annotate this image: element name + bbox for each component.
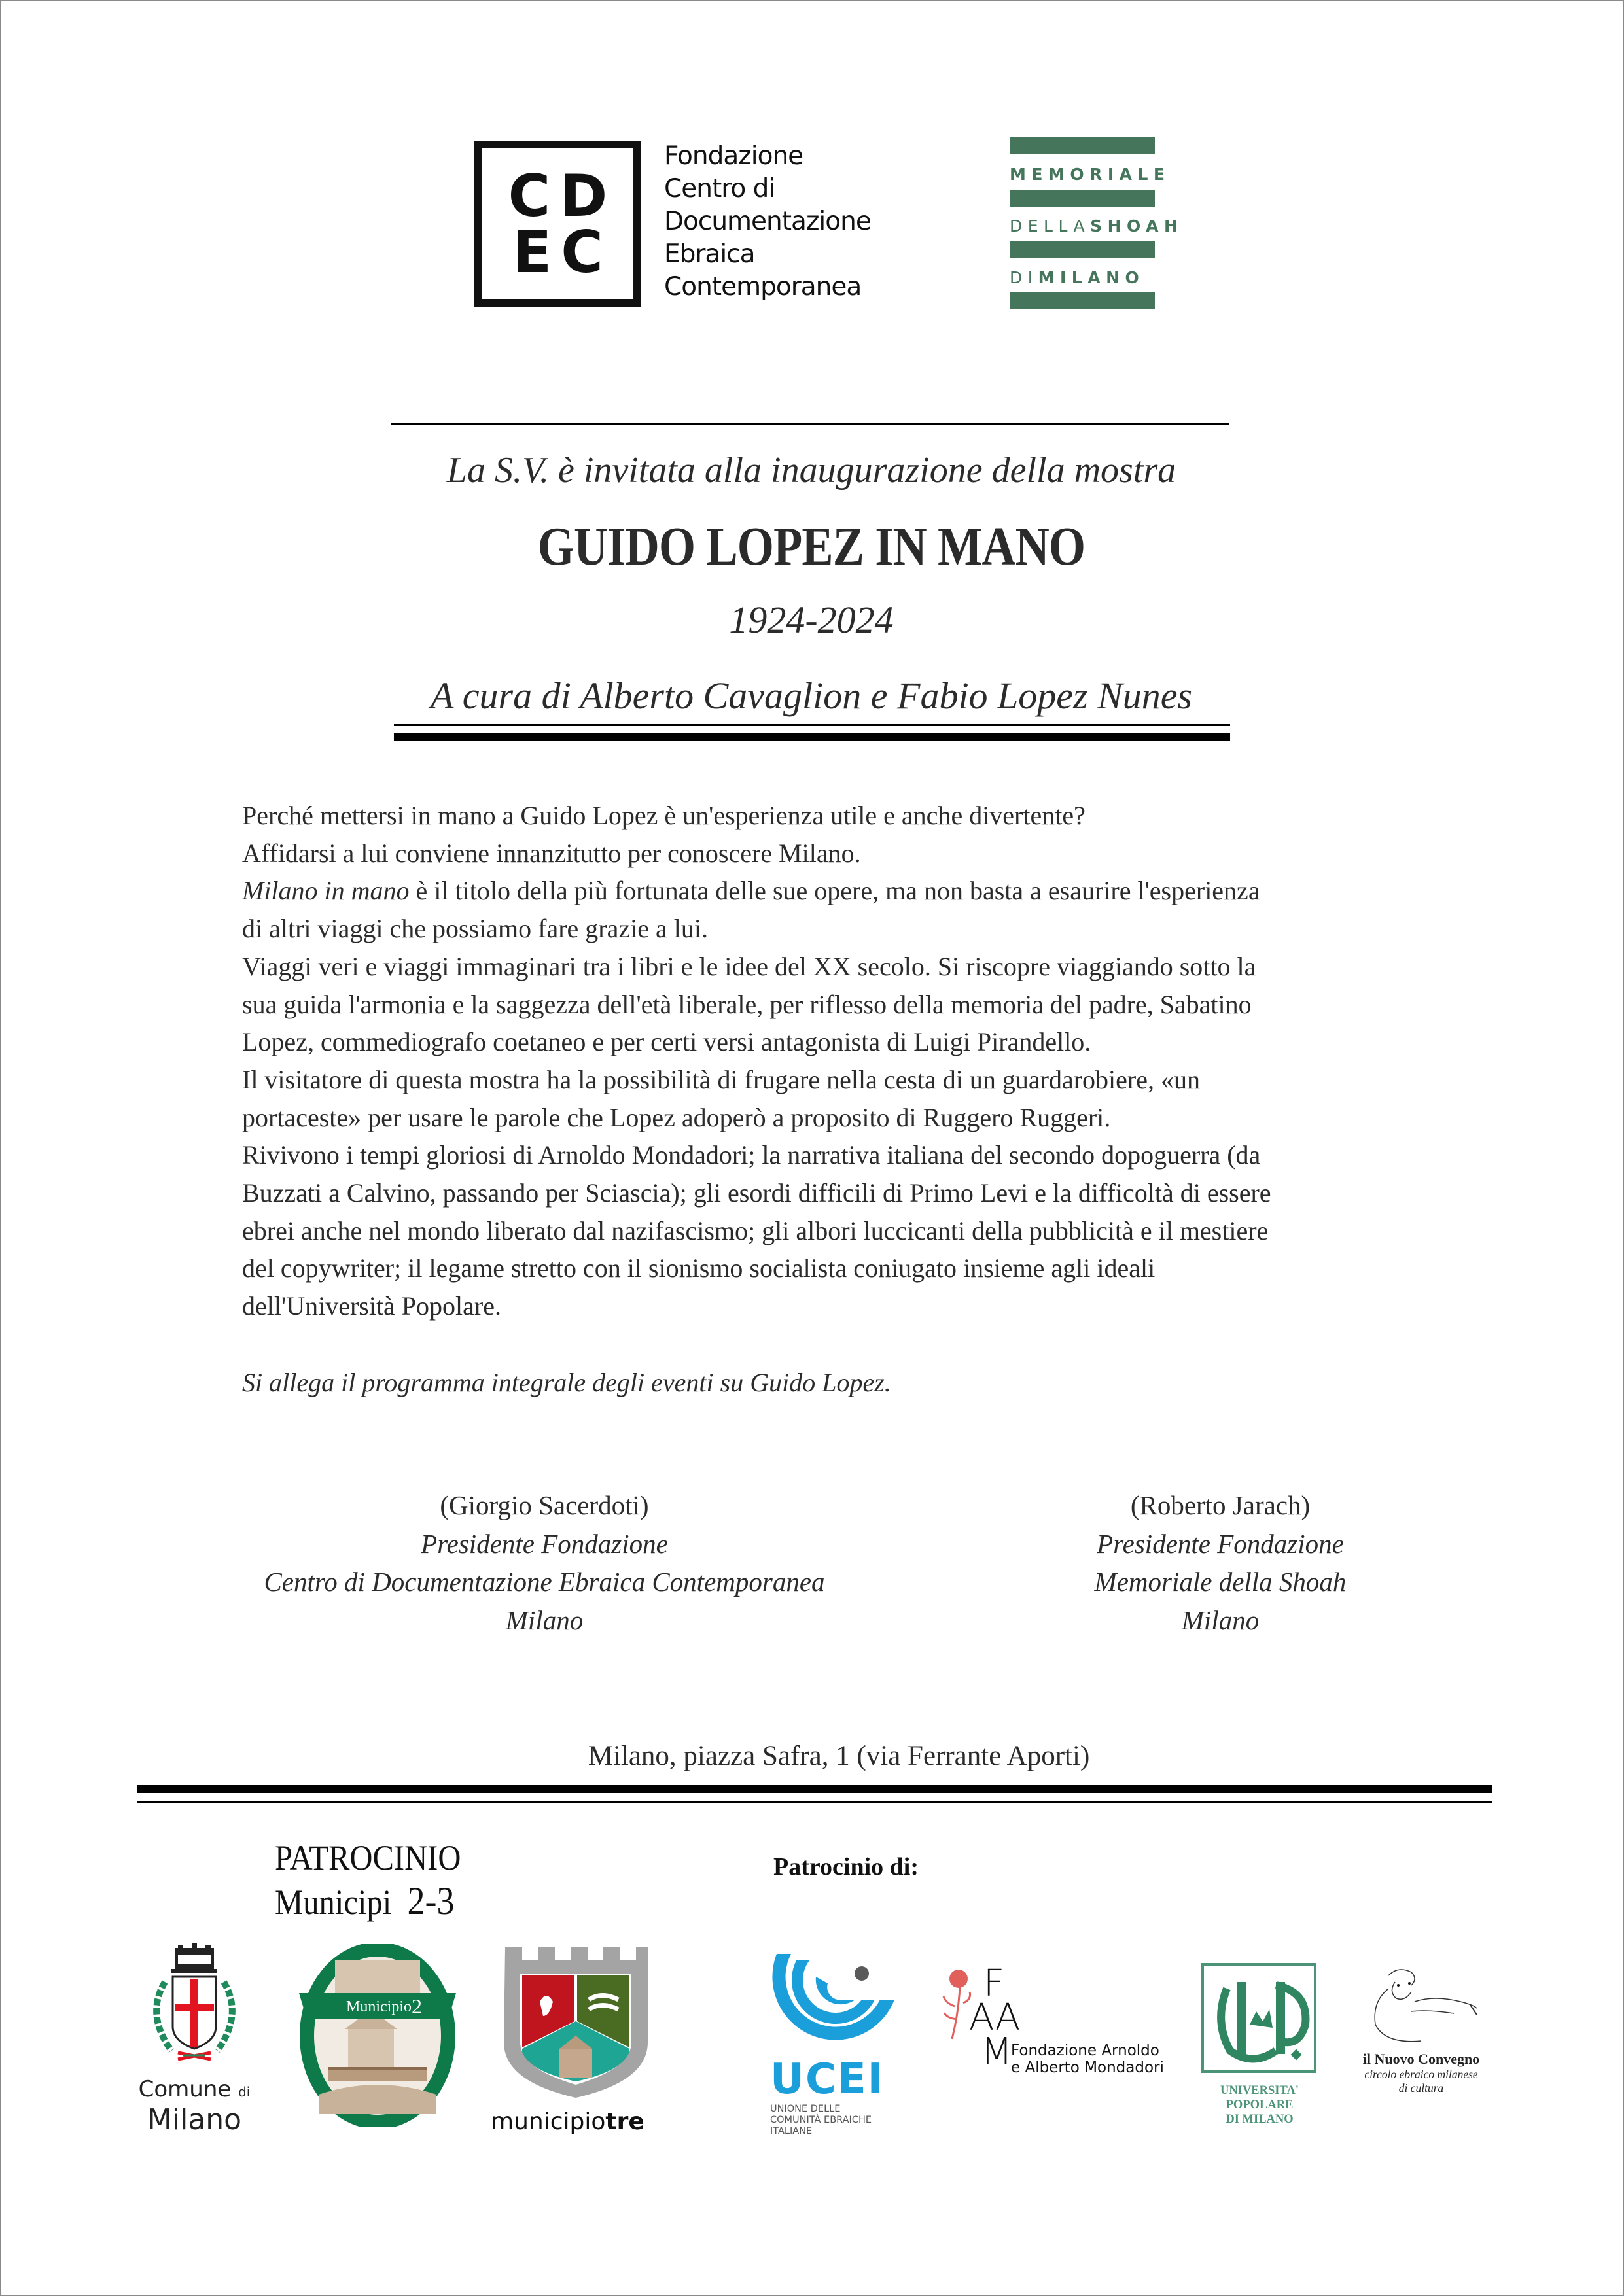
universita-popolare-logo [1201, 1962, 1318, 2126]
municipio-2-logo [299, 1944, 456, 2127]
comune-milano-label [132, 2077, 256, 2136]
logo-stripe [1010, 190, 1155, 207]
cdec-name-line: Fondazione [664, 141, 803, 171]
memoriale-text: MEMORIALE [1010, 165, 1171, 184]
cdec-name [664, 140, 871, 304]
signatory-role: Presidente Fondazione [421, 1528, 668, 1559]
exhibition-years: 1924-2024 [729, 599, 894, 641]
body-line [242, 1099, 1420, 1137]
body-line [242, 797, 1420, 835]
body-line [242, 835, 1420, 873]
body-line [242, 1023, 1420, 1061]
up-monogram-icon [1201, 1962, 1318, 2074]
ucei-name-line: COMUNITÀ EBRAICHE [770, 2115, 872, 2125]
milano-text: MILANO [1038, 268, 1145, 287]
upm-name-line: UNIVERSITA' [1220, 2084, 1299, 2097]
municipi-label: Municipi [275, 1883, 392, 1922]
faam-name [1011, 2042, 1164, 2076]
book-title: Milano in mano [242, 876, 410, 906]
invitation-intro: La S.V. è invitata alla inaugurazione della mostra [446, 450, 1176, 491]
cdec-monogram [482, 148, 633, 299]
cdec-letters-top: CD [508, 162, 617, 230]
body-line [242, 1212, 1420, 1250]
signatory-role: Presidente Fondazione [1097, 1528, 1344, 1559]
logo-stripe [1010, 292, 1155, 309]
body-line-text: sua guida l'armonia e la saggezza dell'età liberale, per riflesso della memoria del padre, Sabatino [242, 989, 1252, 1019]
cdec-letters-bottom: EC [512, 218, 612, 286]
upm-name-line: DI MILANO [1226, 2113, 1294, 2126]
patrocinio-title: PATROCINIO [275, 1838, 461, 1877]
fondazione-mondadori-logo [940, 1962, 1169, 2078]
cdec-name-line: Centro di [664, 174, 775, 203]
body-line-text: di altri viaggi che possiamo fare grazie a lui. [242, 914, 708, 944]
body-line [242, 1249, 1420, 1287]
milano-coat-of-arms-icon [132, 1943, 256, 2074]
body-line [242, 910, 1420, 948]
title-divider-thin [394, 724, 1230, 726]
exhibition-title: GUIDO LOPEZ IN MANO [537, 516, 1086, 577]
municipi-numbers: 2-3 [407, 1879, 455, 1922]
cdec-name-line: Contemporanea [664, 272, 862, 302]
patrocinio-di-label: Patrocinio di: [773, 1853, 919, 1881]
municipio-3-label [491, 2108, 661, 2135]
dellashoah-word [1010, 217, 1184, 235]
della-text: DELLA [1010, 217, 1091, 235]
municipio-2-emblem-icon [299, 1944, 456, 2127]
comune-milano-logo [132, 1943, 256, 2136]
memoriale-word [1010, 165, 1171, 184]
footer-divider-thick [137, 1785, 1492, 1793]
municipio-2-number: 2 [412, 1994, 422, 2018]
ucei-logo [770, 1947, 901, 2137]
signature-jarach [959, 1486, 1482, 1639]
body-line [242, 948, 1420, 986]
signatory-city: Milano [505, 1605, 584, 1635]
program-note: Si allega il programma integrale degli eventi su Guido Lopez. [242, 1368, 891, 1397]
patrocinio-municipi [275, 1836, 482, 1924]
venue-address: Milano, piazza Safra, 1 (via Ferrante Aporti) [588, 1741, 1090, 1771]
ucei-emblem-icon [770, 1947, 901, 2052]
nuovo-convegno-sub-line: circolo ebraico milanese [1364, 2068, 1478, 2081]
nuovo-convegno-subtitle [1349, 2068, 1493, 2095]
body-line-text: Lopez, commediografo coetaneo e per certi versi antagonista di Luigi Pirandello. [242, 1027, 1091, 1057]
municipio-2-banner: Municipio [346, 1998, 412, 2015]
ucei-full-name [770, 2104, 901, 2137]
body-line [242, 1174, 1420, 1212]
shoah-text: SHOAH [1090, 217, 1184, 235]
nuovo-convegno-sub-line: di cultura [1398, 2081, 1444, 2095]
cdec-name-line: Ebraica [664, 239, 755, 269]
signatory-name: (Giorgio Sacerdoti) [440, 1490, 649, 1520]
nuovo-convegno-title: il Nuovo Convegno [1362, 2051, 1480, 2067]
body-line-text: del copywriter; il legame stretto con il sionismo socialista coniugato insieme agli ideali [242, 1253, 1156, 1283]
di-text: di [238, 2084, 251, 2100]
body-text [242, 797, 1420, 1325]
body-line [242, 1061, 1420, 1099]
body-line-text: ebrei anche nel mondo liberato dal nazifascismo; gli albori luccicanti della pubblicità e il mestiere [242, 1215, 1269, 1245]
ucei-name-line: ITALIANE [770, 2126, 813, 2136]
signatory-organization: Memoriale della Shoah [1094, 1567, 1347, 1597]
body-line-text: Buzzati a Calvino, passando per Sciascia); gli esordi difficili di Primo Levi e la difficoltà di essere [242, 1178, 1271, 1208]
signature-sacerdoti [217, 1486, 872, 1639]
signatory-name: (Roberto Jarach) [1130, 1490, 1311, 1520]
logo-stripe [1010, 241, 1155, 258]
cdec-logo [474, 141, 641, 307]
body-line-text: portaceste» per usare le parole che Lopez adoperò a proposito di Ruggero Ruggeri. [242, 1102, 1111, 1132]
signatory-organization: Centro di Documentazione Ebraica Contemporanea [264, 1567, 825, 1597]
nuovo-convegno-logo [1349, 1962, 1493, 2106]
body-line-text: è il titolo della più fortunata delle sue opere, ma non basta a esaurire l'esperienza [409, 876, 1260, 906]
faam-letter: M [981, 2030, 1013, 2073]
body-line [242, 1287, 1420, 1325]
upm-name-line: POPOLARE [1226, 2098, 1294, 2112]
body-line-text: Viaggi veri e viaggi immaginari tra i libri e le idee del XX secolo. Si riscopre viaggiando sotto la [242, 951, 1256, 981]
municipi-line [275, 1879, 461, 1924]
faam-letter: F [983, 1962, 1005, 2005]
logo-stripe [1010, 137, 1155, 154]
body-line [242, 872, 1420, 910]
ucei-acronym: UCEI [770, 2055, 885, 2104]
body-line [242, 1136, 1420, 1174]
municipio-3-shield-icon [491, 1944, 661, 2101]
milano-text: Milano [147, 2103, 242, 2136]
footer-divider-thin [137, 1801, 1492, 1803]
curators-line: A cura di Alberto Cavaglion e Fabio Lopez Nunes [430, 674, 1193, 717]
body-line [242, 986, 1420, 1024]
comune-text: Comune [138, 2076, 232, 2102]
title-divider-thick [394, 733, 1230, 741]
body-line-text: dell'Università Popolare. [242, 1291, 501, 1321]
memoriale-shoah-logo [1010, 137, 1184, 309]
ucei-name-line: UNIONE DELLE [770, 2104, 841, 2114]
body-line-text: Affidarsi a lui conviene innanzitutto per conoscere Milano. [242, 838, 861, 868]
body-line-text: Il visitatore di questa mostra ha la possibilità di frugare nella cesta di un guardarobiere, «un [242, 1064, 1200, 1094]
cdec-name-line: Documentazione [664, 207, 871, 236]
signatory-city: Milano [1181, 1605, 1260, 1635]
dimilano-word [1010, 270, 1155, 287]
faam-name-line: e Alberto Mondadori [1011, 2059, 1164, 2076]
top-divider [391, 423, 1229, 425]
faam-letter: AA [969, 1996, 1021, 2039]
di-text: DI [1010, 268, 1038, 287]
body-line-text: Perché mettersi in mano a Guido Lopez è un'esperienza utile e anche divertente? [242, 801, 1086, 830]
violinist-drawing-icon [1349, 1962, 1493, 2047]
faam-name-line: Fondazione Arnoldo [1011, 2042, 1159, 2059]
tre-text: tre [605, 2108, 644, 2135]
municipio-text: municipio [491, 2108, 606, 2135]
municipio-3-logo [491, 1944, 661, 2140]
body-line-text: Rivivono i tempi gloriosi di Arnoldo Mondadori; la narrativa italiana del secondo dopoguerra (da [242, 1140, 1261, 1170]
upm-name [1201, 2083, 1318, 2127]
